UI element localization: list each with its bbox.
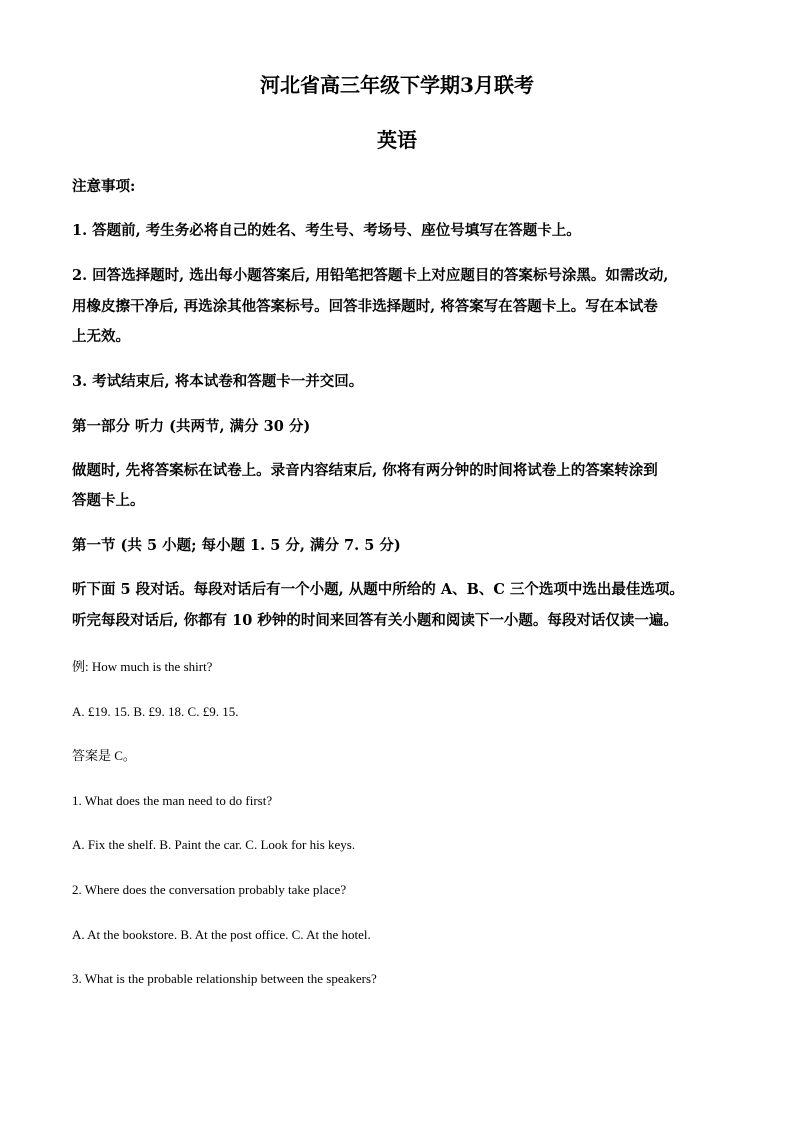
notice-item-3: 3. 考试结束后, 将本试卷和答题卡一并交回。 — [72, 373, 364, 390]
notice-heading: 注意事项: — [72, 178, 136, 195]
section1-instruction-line-1: 听下面 5 段对话。每段对话后有一个小题, 从题中所给的 A、B、C 三个选项中选出最佳选项。 — [72, 581, 684, 598]
part1-intro-line-1: 做题时, 先将答案标在试卷上。录音内容结束后, 你将有两分钟的时间将试卷上的答案转涂到 — [72, 462, 658, 479]
notice-item-1: 1. 答题前, 考生务必将自己的姓名、考生号、考场号、座位号填写在答题卡上。 — [72, 222, 581, 239]
question-3: 3. What is the probable relationship between the speakers? — [72, 971, 377, 986]
question-2: 2. Where does the conversation probably take place? — [72, 882, 347, 897]
section1-instruction-line-2: 听完每段对话后, 你都有 10 秒钟的时间来回答有关小题和阅读下一小题。每段对话仅读一遍。 — [72, 612, 678, 629]
notice-item-2-line-2: 用橡皮擦干净后, 再选涂其他答案标号。回答非选择题时, 将答案写在答题卡上。写在本试卷 — [72, 298, 658, 315]
question-2-options: A. At the bookstore. B. At the post office. C. At the hotel. — [72, 927, 371, 942]
example-options: A. £19. 15. B. £9. 18. C. £9. 15. — [72, 704, 239, 719]
example-question: 例: How much is the shirt? — [72, 659, 213, 674]
exam-title: 河北省高三年级下学期3月联考 — [260, 73, 534, 97]
part1-intro-line-2: 答题卡上。 — [72, 492, 145, 509]
notice-item-2-line-3: 上无效。 — [72, 328, 130, 345]
question-1: 1. What does the man need to do first? — [72, 793, 273, 808]
subject-title: 英语 — [377, 128, 417, 152]
example-answer: 答案是 C。 — [72, 748, 136, 763]
question-1-options: A. Fix the shelf. B. Paint the car. C. Look for his keys. — [72, 837, 356, 852]
part1-heading: 第一部分 听力 (共两节, 满分 30 分) — [72, 418, 311, 435]
section1-heading: 第一节 (共 5 小题; 每小题 1. 5 分, 满分 7. 5 分) — [72, 537, 401, 554]
notice-item-2-line-1: 2. 回答选择题时, 选出每小题答案后, 用铅笔把答题卡上对应题目的答案标号涂黑。如需改动, — [72, 267, 669, 284]
